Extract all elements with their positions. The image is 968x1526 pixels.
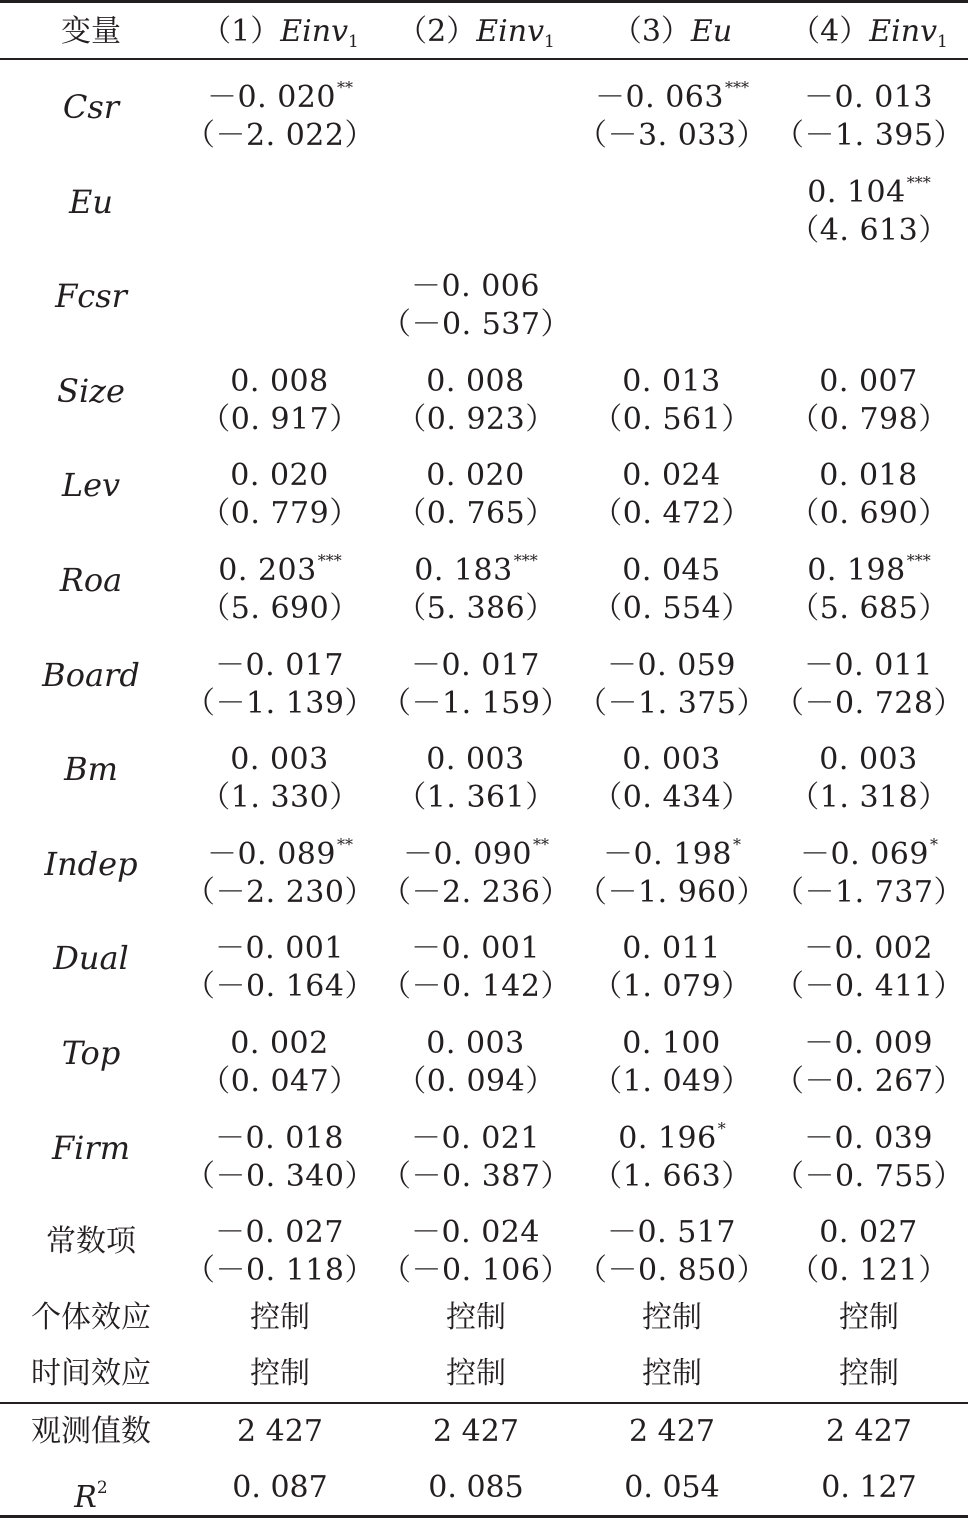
variable-name: Indep bbox=[44, 844, 138, 883]
coefficient-value: －0. 017 bbox=[215, 647, 344, 683]
significance-stars: * bbox=[717, 1118, 726, 1138]
table-row bbox=[0, 155, 968, 250]
coef-cell bbox=[378, 1015, 574, 1101]
coefficient-value: 0. 003 bbox=[426, 742, 525, 778]
t-statistic: （0. 094） bbox=[396, 1064, 556, 1099]
table-row bbox=[0, 1101, 968, 1196]
t-statistic: （－1. 139） bbox=[185, 685, 375, 721]
header-row bbox=[0, 3, 968, 58]
table-row bbox=[0, 249, 968, 344]
coefficient bbox=[574, 258, 770, 296]
coefficient bbox=[574, 447, 770, 495]
coefficient-value: 0. 203 bbox=[218, 553, 317, 588]
header-col-1: （1）Einv$_1$ bbox=[201, 14, 359, 52]
coefficient-value: 0. 183 bbox=[414, 553, 513, 588]
t-statistic: （0. 765） bbox=[396, 496, 556, 532]
t-statistic: （1. 330） bbox=[200, 780, 360, 816]
header-col-4: （4）Einv$_1$ bbox=[790, 14, 948, 52]
t-statistic: （0. 917） bbox=[200, 401, 360, 437]
stat-row-observations bbox=[0, 1404, 968, 1460]
stat-value: 0. 087 bbox=[232, 1470, 328, 1505]
variable-name: 常数项 bbox=[46, 1224, 136, 1260]
coefficient bbox=[378, 1204, 574, 1252]
control-value: 控制 bbox=[839, 1300, 899, 1335]
coefficient-value: 0. 196 bbox=[618, 1120, 717, 1156]
coef-cell bbox=[574, 69, 770, 155]
coef-cell bbox=[378, 1204, 574, 1290]
coef-cell bbox=[378, 447, 574, 533]
coef-cell bbox=[182, 69, 378, 155]
coef-cell bbox=[574, 353, 770, 439]
coefficient bbox=[378, 1015, 574, 1063]
significance-stars: *** bbox=[317, 551, 342, 570]
coefficient-value: －0. 059 bbox=[607, 647, 736, 683]
t-statistic: （0. 434） bbox=[592, 780, 752, 816]
coefficient-value: 0. 008 bbox=[230, 363, 329, 399]
coef-cell bbox=[378, 1110, 574, 1196]
coefficient bbox=[770, 1204, 968, 1252]
coefficient-value: －0. 024 bbox=[411, 1215, 540, 1251]
coef-cell bbox=[182, 258, 378, 296]
coef-cell bbox=[770, 542, 968, 628]
table-row bbox=[0, 911, 968, 1006]
coefficient-value: 0. 018 bbox=[819, 458, 918, 494]
coefficient-value: 0. 020 bbox=[230, 458, 329, 494]
coefficient-value: －0. 090 bbox=[403, 836, 532, 872]
coefficient-value: －0. 027 bbox=[215, 1215, 344, 1251]
t-statistic: （－0. 164） bbox=[185, 969, 375, 1005]
coef-cell bbox=[378, 731, 574, 817]
coef-cell bbox=[770, 69, 968, 155]
coefficient bbox=[182, 353, 378, 401]
coefficient-value: －0. 021 bbox=[411, 1120, 540, 1156]
coef-cell bbox=[378, 542, 574, 628]
variable-name: Roa bbox=[59, 561, 123, 599]
coef-cell bbox=[770, 1015, 968, 1101]
t-statistic: （1. 663） bbox=[592, 1158, 752, 1194]
t-statistic: （0. 472） bbox=[592, 496, 752, 532]
t-statistic: （0. 047） bbox=[200, 1064, 360, 1099]
significance-stars: ** bbox=[336, 78, 353, 97]
coefficient bbox=[182, 258, 378, 296]
coef-cell bbox=[182, 920, 378, 1006]
t-statistic: （－0. 267） bbox=[774, 1064, 964, 1099]
coefficient bbox=[574, 1015, 770, 1063]
coefficient bbox=[182, 542, 378, 590]
significance-stars: ** bbox=[336, 834, 353, 854]
coef-cell bbox=[182, 164, 378, 202]
coefficient bbox=[770, 164, 968, 212]
significance-stars: *** bbox=[724, 78, 749, 97]
coefficient bbox=[574, 731, 770, 779]
coef-cell bbox=[182, 1015, 378, 1101]
coefficient-value: 0. 003 bbox=[622, 742, 721, 778]
coefficient-value: 0. 198 bbox=[807, 553, 906, 588]
coefficient bbox=[770, 1110, 968, 1158]
variable-name: Bm bbox=[64, 750, 118, 789]
coefficient-value: 0. 020 bbox=[426, 458, 525, 494]
coefficient-value: 0. 003 bbox=[819, 742, 918, 778]
variable-name: Board bbox=[42, 655, 140, 694]
coef-cell bbox=[574, 826, 770, 912]
t-statistic: （－0. 340） bbox=[185, 1158, 375, 1194]
t-statistic: （1. 049） bbox=[592, 1064, 752, 1099]
t-statistic: （－1. 960） bbox=[577, 874, 767, 910]
coef-cell bbox=[182, 826, 378, 912]
t-statistic: （－0. 118） bbox=[185, 1253, 375, 1289]
coef-cell bbox=[574, 637, 770, 723]
coefficient bbox=[182, 731, 378, 779]
coefficient bbox=[770, 637, 968, 685]
t-statistic: （5. 690） bbox=[200, 591, 360, 626]
variable-name: Lev bbox=[61, 466, 121, 505]
variable-name: Fcsr bbox=[55, 277, 127, 316]
coef-cell bbox=[182, 1110, 378, 1196]
t-statistic: （1. 318） bbox=[789, 780, 949, 816]
t-statistic: （－1. 737） bbox=[774, 874, 964, 910]
t-statistic: （－3. 033） bbox=[577, 118, 767, 153]
header-variable: 变量 bbox=[61, 14, 121, 49]
coef-cell bbox=[770, 637, 968, 723]
coefficient bbox=[378, 164, 574, 202]
variable-name: Csr bbox=[62, 88, 120, 126]
coef-cell bbox=[182, 353, 378, 439]
coefficient-value: 0. 024 bbox=[622, 458, 721, 494]
coefficient-value: 0. 100 bbox=[622, 1026, 721, 1061]
coef-cell bbox=[770, 826, 968, 912]
variable-name: Firm bbox=[51, 1128, 131, 1167]
stat-value: 2 427 bbox=[237, 1414, 323, 1449]
significance-stars: *** bbox=[513, 551, 538, 570]
coefficient bbox=[770, 69, 968, 117]
header-col-2: （2）Einv$_1$ bbox=[397, 14, 555, 52]
t-statistic: （－0. 411） bbox=[774, 969, 964, 1005]
coefficient bbox=[378, 637, 574, 685]
coef-cell bbox=[378, 637, 574, 723]
coefficient bbox=[574, 164, 770, 202]
stat-value: 0. 127 bbox=[821, 1470, 917, 1505]
t-statistic: （－0. 106） bbox=[381, 1253, 571, 1289]
t-statistic: （－2. 230） bbox=[185, 874, 375, 910]
coef-cell bbox=[574, 1015, 770, 1101]
t-statistic: （1. 361） bbox=[396, 780, 556, 816]
coefficient-value: －0. 198 bbox=[603, 836, 732, 872]
stat-row-r2 bbox=[0, 1460, 968, 1515]
coef-cell bbox=[770, 1204, 968, 1290]
coefficient-value: 0. 008 bbox=[426, 363, 525, 399]
coefficient bbox=[574, 637, 770, 685]
variable-name: Top bbox=[61, 1034, 121, 1072]
control-value: 控制 bbox=[250, 1300, 310, 1335]
coefficient-value: 0. 003 bbox=[426, 1026, 525, 1061]
coefficient bbox=[378, 920, 574, 968]
coefficient bbox=[770, 447, 968, 495]
t-statistic: （0. 554） bbox=[592, 591, 752, 626]
variable-name: Eu bbox=[69, 182, 113, 221]
coef-cell bbox=[182, 1204, 378, 1290]
coefficient-value: 0. 045 bbox=[622, 553, 721, 588]
stat-label-r2: $R^2$ bbox=[74, 1478, 108, 1515]
t-statistic: （－1. 375） bbox=[577, 685, 767, 721]
coef-cell bbox=[378, 920, 574, 1006]
coef-cell bbox=[574, 920, 770, 1006]
coefficient bbox=[182, 1015, 378, 1063]
coefficient bbox=[770, 826, 968, 874]
coefficient-value: 0. 104 bbox=[807, 174, 906, 210]
coefficient bbox=[182, 447, 378, 495]
significance-stars: * bbox=[732, 834, 741, 854]
coef-cell bbox=[770, 447, 968, 533]
coefficient bbox=[378, 826, 574, 874]
coef-cell bbox=[770, 920, 968, 1006]
coefficient bbox=[182, 1204, 378, 1252]
t-statistic: （－1. 159） bbox=[381, 685, 571, 721]
coefficient bbox=[378, 447, 574, 495]
coef-cell bbox=[770, 164, 968, 250]
coef-cell bbox=[770, 1110, 968, 1196]
coef-cell bbox=[182, 447, 378, 533]
coef-cell bbox=[182, 542, 378, 628]
t-statistic: （－0. 537） bbox=[381, 307, 571, 343]
coefficient bbox=[770, 353, 968, 401]
coef-cell bbox=[574, 1110, 770, 1196]
coefficient bbox=[770, 920, 968, 968]
coefficient-value: －0. 002 bbox=[804, 931, 933, 967]
coefficient bbox=[378, 731, 574, 779]
coefficient-value: －0. 006 bbox=[411, 269, 540, 305]
coefficient-value: －0. 001 bbox=[411, 931, 540, 967]
table-row bbox=[0, 1195, 968, 1290]
stat-value: 2 427 bbox=[629, 1414, 715, 1449]
stat-value: 2 427 bbox=[826, 1414, 912, 1449]
significance-stars: *** bbox=[906, 172, 931, 192]
table-row bbox=[0, 628, 968, 723]
control-row-individual bbox=[0, 1290, 968, 1346]
coefficient-value: －0. 069 bbox=[800, 836, 929, 872]
t-statistic: （4. 613） bbox=[789, 212, 949, 248]
coefficient-value: 0. 007 bbox=[819, 363, 918, 399]
coef-cell bbox=[574, 258, 770, 296]
control-value: 控制 bbox=[250, 1356, 310, 1391]
t-statistic: （－0. 142） bbox=[381, 969, 571, 1005]
control-value: 控制 bbox=[642, 1300, 702, 1335]
coefficient-value: －0. 018 bbox=[215, 1120, 344, 1156]
control-value: 控制 bbox=[446, 1300, 506, 1335]
significance-stars: ** bbox=[532, 834, 549, 854]
t-statistic: （－0. 387） bbox=[381, 1158, 571, 1194]
table-row bbox=[0, 533, 968, 628]
t-statistic: （5. 386） bbox=[396, 591, 556, 626]
coef-cell bbox=[378, 69, 574, 107]
coefficient bbox=[378, 1110, 574, 1158]
control-row-time bbox=[0, 1346, 968, 1402]
coefficient bbox=[378, 258, 574, 306]
coefficient-value: －0. 089 bbox=[207, 836, 336, 872]
coefficient bbox=[574, 920, 770, 968]
coef-cell bbox=[574, 731, 770, 817]
coefficient bbox=[574, 542, 770, 590]
table-row bbox=[0, 1006, 968, 1101]
coefficient bbox=[378, 542, 574, 590]
coefficient-value: －0. 011 bbox=[804, 647, 933, 683]
coefficient bbox=[182, 1110, 378, 1158]
t-statistic: （5. 685） bbox=[789, 591, 949, 626]
coef-cell bbox=[574, 164, 770, 202]
coef-cell bbox=[574, 542, 770, 628]
coef-cell bbox=[182, 637, 378, 723]
t-statistic: （－0. 755） bbox=[774, 1158, 964, 1194]
coef-cell bbox=[770, 731, 968, 817]
coefficient-value: －0. 517 bbox=[607, 1215, 736, 1251]
bottom-rule bbox=[0, 1515, 968, 1518]
header-col-3: （3）Eu bbox=[611, 14, 733, 49]
control-label: 个体效应 bbox=[31, 1300, 151, 1335]
t-statistic: （0. 690） bbox=[789, 496, 949, 532]
t-statistic: （－0. 728） bbox=[774, 685, 964, 721]
coefficient bbox=[182, 826, 378, 874]
t-statistic: （0. 779） bbox=[200, 496, 360, 532]
coef-cell bbox=[378, 258, 574, 344]
coefficient bbox=[574, 69, 770, 117]
coefficient bbox=[770, 731, 968, 779]
control-value: 控制 bbox=[642, 1356, 702, 1391]
control-label: 时间效应 bbox=[31, 1356, 151, 1391]
t-statistic: （－2. 022） bbox=[185, 118, 375, 153]
coefficient bbox=[574, 1110, 770, 1158]
coefficient bbox=[182, 920, 378, 968]
t-statistic: （－2. 236） bbox=[381, 874, 571, 910]
stat-value: 0. 085 bbox=[428, 1470, 524, 1505]
table-row bbox=[0, 817, 968, 912]
coefficient-value: －0. 013 bbox=[804, 80, 933, 115]
stat-value: 0. 054 bbox=[624, 1470, 720, 1505]
coef-cell bbox=[182, 731, 378, 817]
coefficient-value: 0. 013 bbox=[622, 363, 721, 399]
t-statistic: （0. 923） bbox=[396, 401, 556, 437]
coefficient bbox=[182, 69, 378, 117]
coefficient bbox=[378, 69, 574, 107]
t-statistic: （0. 121） bbox=[789, 1253, 949, 1289]
table-row bbox=[0, 438, 968, 533]
table-row bbox=[0, 344, 968, 439]
significance-stars: * bbox=[929, 834, 938, 854]
coefficient bbox=[574, 826, 770, 874]
coefficient bbox=[574, 1204, 770, 1252]
coef-cell bbox=[378, 826, 574, 912]
coefficient bbox=[182, 637, 378, 685]
t-statistic: （0. 798） bbox=[789, 401, 949, 437]
stat-label-obs: 观测值数 bbox=[31, 1414, 151, 1449]
coefficient-value: －0. 039 bbox=[804, 1120, 933, 1156]
coefficient-value: －0. 063 bbox=[595, 80, 724, 115]
variable-name: Dual bbox=[53, 939, 129, 978]
coef-cell bbox=[378, 164, 574, 202]
coefficient-value: －0. 017 bbox=[411, 647, 540, 683]
coefficient-value: 0. 003 bbox=[230, 742, 329, 778]
coef-cell bbox=[378, 353, 574, 439]
coefficient bbox=[574, 353, 770, 401]
significance-stars: *** bbox=[906, 551, 931, 570]
coefficient bbox=[378, 353, 574, 401]
coef-cell bbox=[574, 447, 770, 533]
coef-cell bbox=[770, 353, 968, 439]
control-value: 控制 bbox=[446, 1356, 506, 1391]
coefficient-value: 0. 027 bbox=[819, 1215, 918, 1251]
variable-name: Size bbox=[57, 371, 125, 410]
table-row bbox=[0, 722, 968, 817]
control-value: 控制 bbox=[839, 1356, 899, 1391]
coef-cell bbox=[770, 258, 968, 296]
coefficient bbox=[770, 1015, 968, 1063]
table-row bbox=[0, 60, 968, 155]
t-statistic: （－1. 395） bbox=[774, 118, 964, 153]
t-statistic: （－0. 850） bbox=[577, 1253, 767, 1289]
coefficient-value: －0. 009 bbox=[804, 1026, 933, 1061]
coefficient bbox=[770, 542, 968, 590]
t-statistic: （0. 561） bbox=[592, 401, 752, 437]
coefficient-value: －0. 001 bbox=[215, 931, 344, 967]
coef-cell bbox=[574, 1204, 770, 1290]
t-statistic: （1. 079） bbox=[592, 969, 752, 1005]
coefficient-value: 0. 002 bbox=[230, 1026, 329, 1061]
stat-value: 2 427 bbox=[433, 1414, 519, 1449]
coefficient-value: －0. 020 bbox=[207, 80, 336, 115]
coefficient bbox=[770, 258, 968, 296]
coefficient bbox=[182, 164, 378, 202]
coefficient-value: 0. 011 bbox=[622, 931, 721, 967]
